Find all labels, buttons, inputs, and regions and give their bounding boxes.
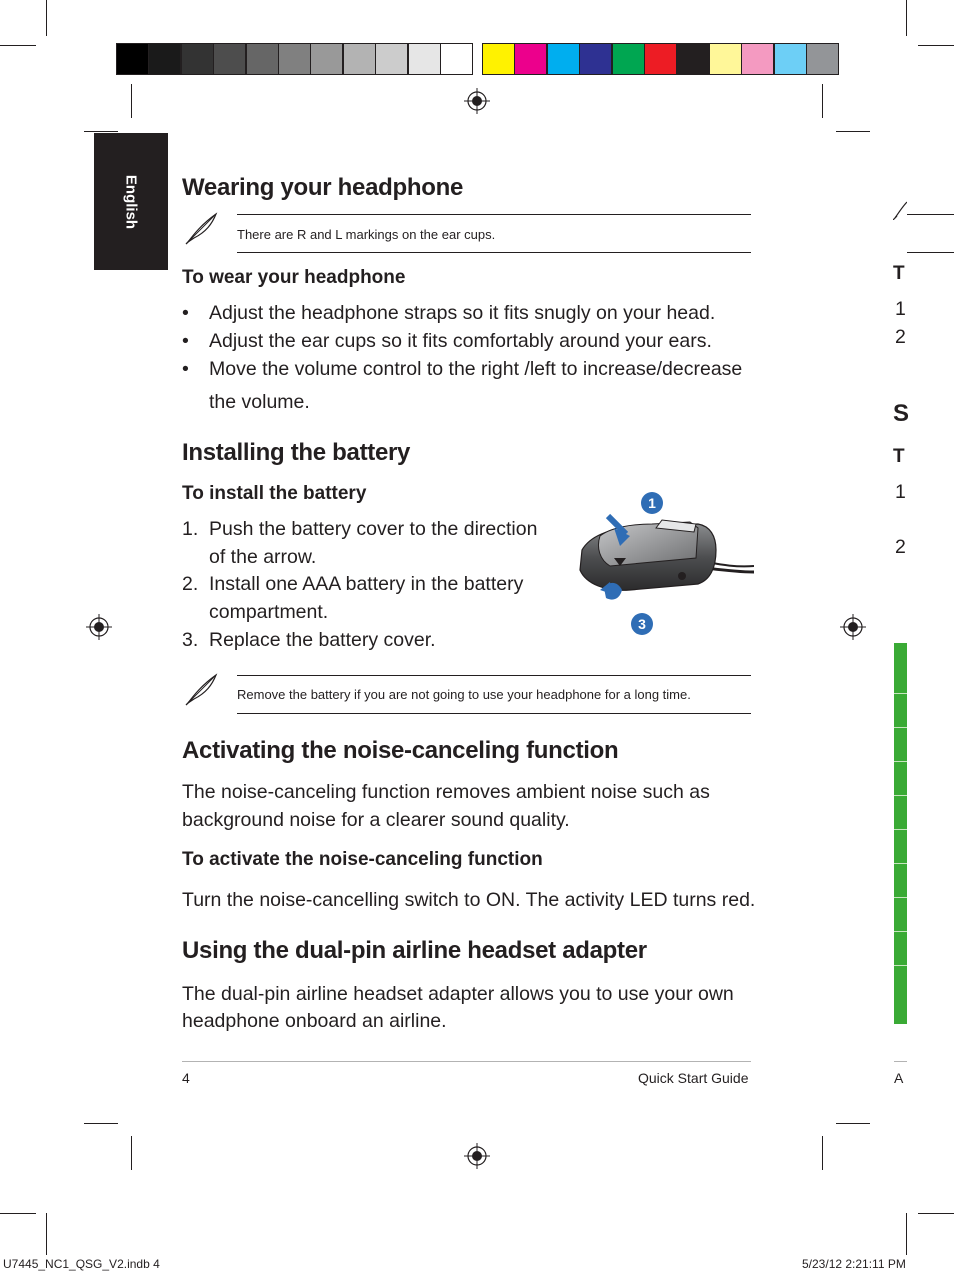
- bullet-item: Adjust the headphone straps so it fits snugly on your head.: [209, 302, 716, 324]
- note-text-battery: Remove the battery if you are not going to use your headphone for a long time.: [237, 687, 691, 702]
- step-text: of the arrow.: [209, 546, 317, 568]
- bullet-marker: •: [182, 302, 189, 324]
- note-top-rule-fragment: [907, 214, 954, 215]
- color-swatch: [440, 43, 473, 75]
- callout-number: 3: [638, 616, 646, 632]
- step-number: 1.: [182, 518, 199, 540]
- next-page-step-fragment: 2: [895, 326, 906, 348]
- instruction-text: Turn the noise-cancelling switch to ON. The activity LED turns red.: [182, 889, 756, 911]
- color-swatch: [116, 43, 149, 75]
- step-text: compartment.: [209, 601, 329, 623]
- color-swatch: [709, 43, 742, 75]
- color-swatch: [612, 43, 645, 75]
- note-bottom-rule: [237, 252, 751, 253]
- color-swatch: [181, 43, 214, 75]
- color-swatch: [644, 43, 677, 75]
- note-bottom-rule-fragment: [907, 252, 954, 253]
- footer-rule: [182, 1061, 751, 1062]
- language-tab-label: English: [122, 174, 140, 229]
- paragraph-line: headphone onboard an airline.: [182, 1010, 447, 1032]
- note-top-rule: [237, 675, 751, 676]
- next-page-step-fragment: 1: [895, 298, 906, 320]
- note-text-wearing: There are R and L markings on the ear cups.: [237, 227, 496, 242]
- bullet-item: Move the volume control to the right /left to increase/decrease: [209, 358, 743, 380]
- color-swatch: [579, 43, 612, 75]
- color-swatch: [278, 43, 311, 75]
- note-feather-icon: [184, 210, 220, 246]
- color-swatch: [343, 43, 376, 75]
- step-text: Install one AAA battery in the battery: [209, 573, 524, 595]
- next-page-heading-fragment: T: [893, 446, 905, 467]
- color-swatch: [148, 43, 181, 75]
- note-feather-icon: [184, 671, 220, 707]
- subtitle-noise: To activate the noise-canceling function: [182, 849, 543, 870]
- callout-badge-3: [630, 612, 654, 636]
- language-tab: [94, 133, 168, 270]
- step-text: Replace the battery cover.: [209, 629, 436, 651]
- subtitle-battery: To install the battery: [182, 483, 367, 504]
- note-top-rule: [237, 214, 751, 215]
- page-number: 4: [182, 1070, 190, 1086]
- registration-mark-icon: [464, 1143, 490, 1169]
- step-number: 3.: [182, 629, 199, 651]
- color-swatch: [514, 43, 547, 75]
- section-title-wearing: Wearing your headphone: [182, 174, 463, 201]
- color-swatch: [774, 43, 807, 75]
- color-swatch: [482, 43, 515, 75]
- next-page-green-table-fragment: [894, 643, 907, 1024]
- registration-mark-icon: [86, 614, 112, 640]
- note-feather-icon-fragment: [893, 200, 907, 220]
- section-title-battery: Installing the battery: [182, 439, 411, 466]
- paragraph-line: The noise-canceling function removes ambient noise such as: [182, 781, 710, 803]
- slug-file-name: U7445_NC1_QSG_V2.indb 4: [3, 1257, 160, 1271]
- section-title-noise: Activating the noise-canceling function: [182, 737, 619, 764]
- color-swatch: [741, 43, 774, 75]
- registration-mark-icon: [464, 88, 490, 114]
- color-swatch: [246, 43, 279, 75]
- registration-mark-icon: [840, 614, 866, 640]
- color-swatch: [676, 43, 709, 75]
- subtitle-wearing: To wear your headphone: [182, 267, 406, 288]
- next-page-heading-fragment: T: [893, 263, 905, 284]
- next-page-footer-fragment: A: [894, 1070, 904, 1086]
- next-page-step-fragment: 1: [895, 481, 906, 503]
- slug-date: 5/23/12 2:21:11 PM: [802, 1257, 906, 1271]
- color-swatch: [408, 43, 441, 75]
- paragraph-line: The dual-pin airline headset adapter allows you to use your own: [182, 983, 734, 1005]
- callout-badge-1: [640, 491, 664, 515]
- next-page-step-fragment: 2: [895, 536, 906, 558]
- section-title-adapter: Using the dual-pin airline headset adapter: [182, 937, 647, 964]
- color-swatch: [310, 43, 343, 75]
- note-bottom-rule: [237, 713, 751, 714]
- color-swatch: [213, 43, 246, 75]
- color-swatch: [547, 43, 580, 75]
- paragraph-line: background noise for a clearer sound quality.: [182, 809, 570, 831]
- bullet-marker: •: [182, 330, 189, 352]
- callout-number: 1: [648, 495, 656, 511]
- step-number: 2.: [182, 573, 199, 595]
- color-swatch: [806, 43, 839, 75]
- bullet-item-continued: the volume.: [209, 391, 310, 413]
- footer-guide-title: Quick Start Guide: [638, 1070, 749, 1086]
- bullet-item: Adjust the ear cups so it fits comfortably around your ears.: [209, 330, 712, 352]
- color-swatch: [375, 43, 408, 75]
- bullet-marker: •: [182, 358, 189, 380]
- next-page-title-fragment: S: [893, 400, 909, 427]
- footer-rule-fragment: [894, 1061, 907, 1062]
- step-text: Push the battery cover to the direction: [209, 518, 538, 540]
